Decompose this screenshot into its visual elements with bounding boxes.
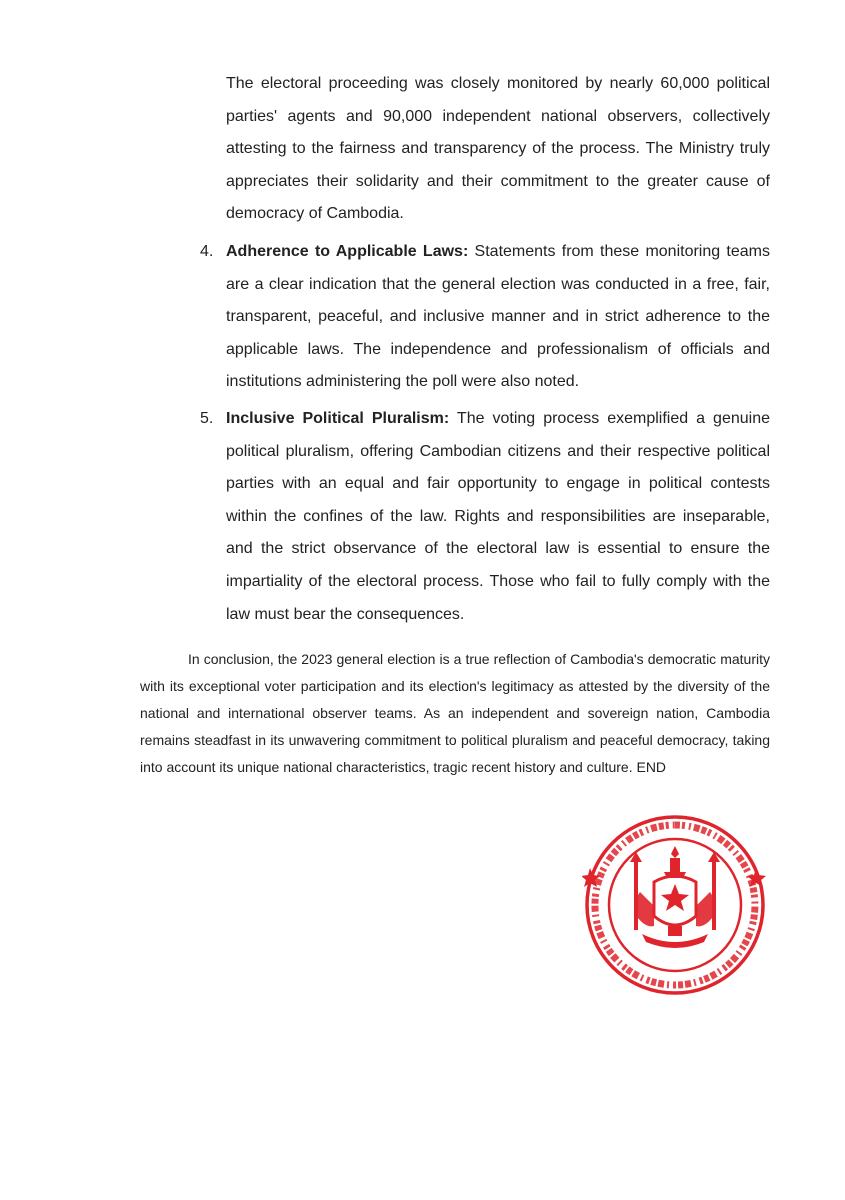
conclusion-paragraph: In conclusion, the 2023 general election is a true reflection of Cambodia's democratic maturity with its exceptional voter participation and its election's legitimacy as attested by the diversity of the national and international observer teams. As an independent and sovereign nation, Cambodia remains steadfast in its unwavering commitment to political pluralism and peaceful democracy, taking into account its unique national characteristics, tragic recent history and culture. END (140, 651, 770, 775)
intro-paragraph: The electoral proceeding was closely monitored by nearly 60,000 political parties' agents and 90,000 independent national observers, collectively attesting to the fairness and transparency of the process. The Ministry truly appreciates their solidarity and their commitment to the greater cause of democracy of Cambodia. (226, 75, 770, 223)
royal-arms-icon (630, 846, 720, 948)
list-item-body: The voting process exemplified a genuine political pluralism, offering Cambodian citizens and their respective political parties with an equal and fair opportunity to engage in political contests within the confines of the law. Rights and responsibilities are inseparable, and the strict observance of the electoral law is essential to ensure the impartiality of the electoral process. Those who fail to fully comply with the law must bear the consequences. (226, 410, 770, 623)
list-item (200, 403, 770, 631)
list-item-number: 4. (200, 243, 214, 260)
list-item-body: Statements from these monitoring teams are a clear indication that the general election was conducted in a free, fair, transparent, peaceful, and inclusive manner and in strict adherence to the applicable laws. The independence and professionalism of officials and institutions administering the poll were also noted. (226, 243, 770, 391)
list-item-heading: Adherence to Applicable Laws: (226, 243, 469, 260)
list-item-text (226, 236, 770, 399)
list-item-number: 5. (200, 410, 214, 427)
list-item (200, 236, 770, 399)
list-item-heading: Inclusive Political Pluralism: (226, 410, 450, 427)
list-item-text (226, 403, 770, 631)
official-seal-icon (582, 812, 768, 998)
